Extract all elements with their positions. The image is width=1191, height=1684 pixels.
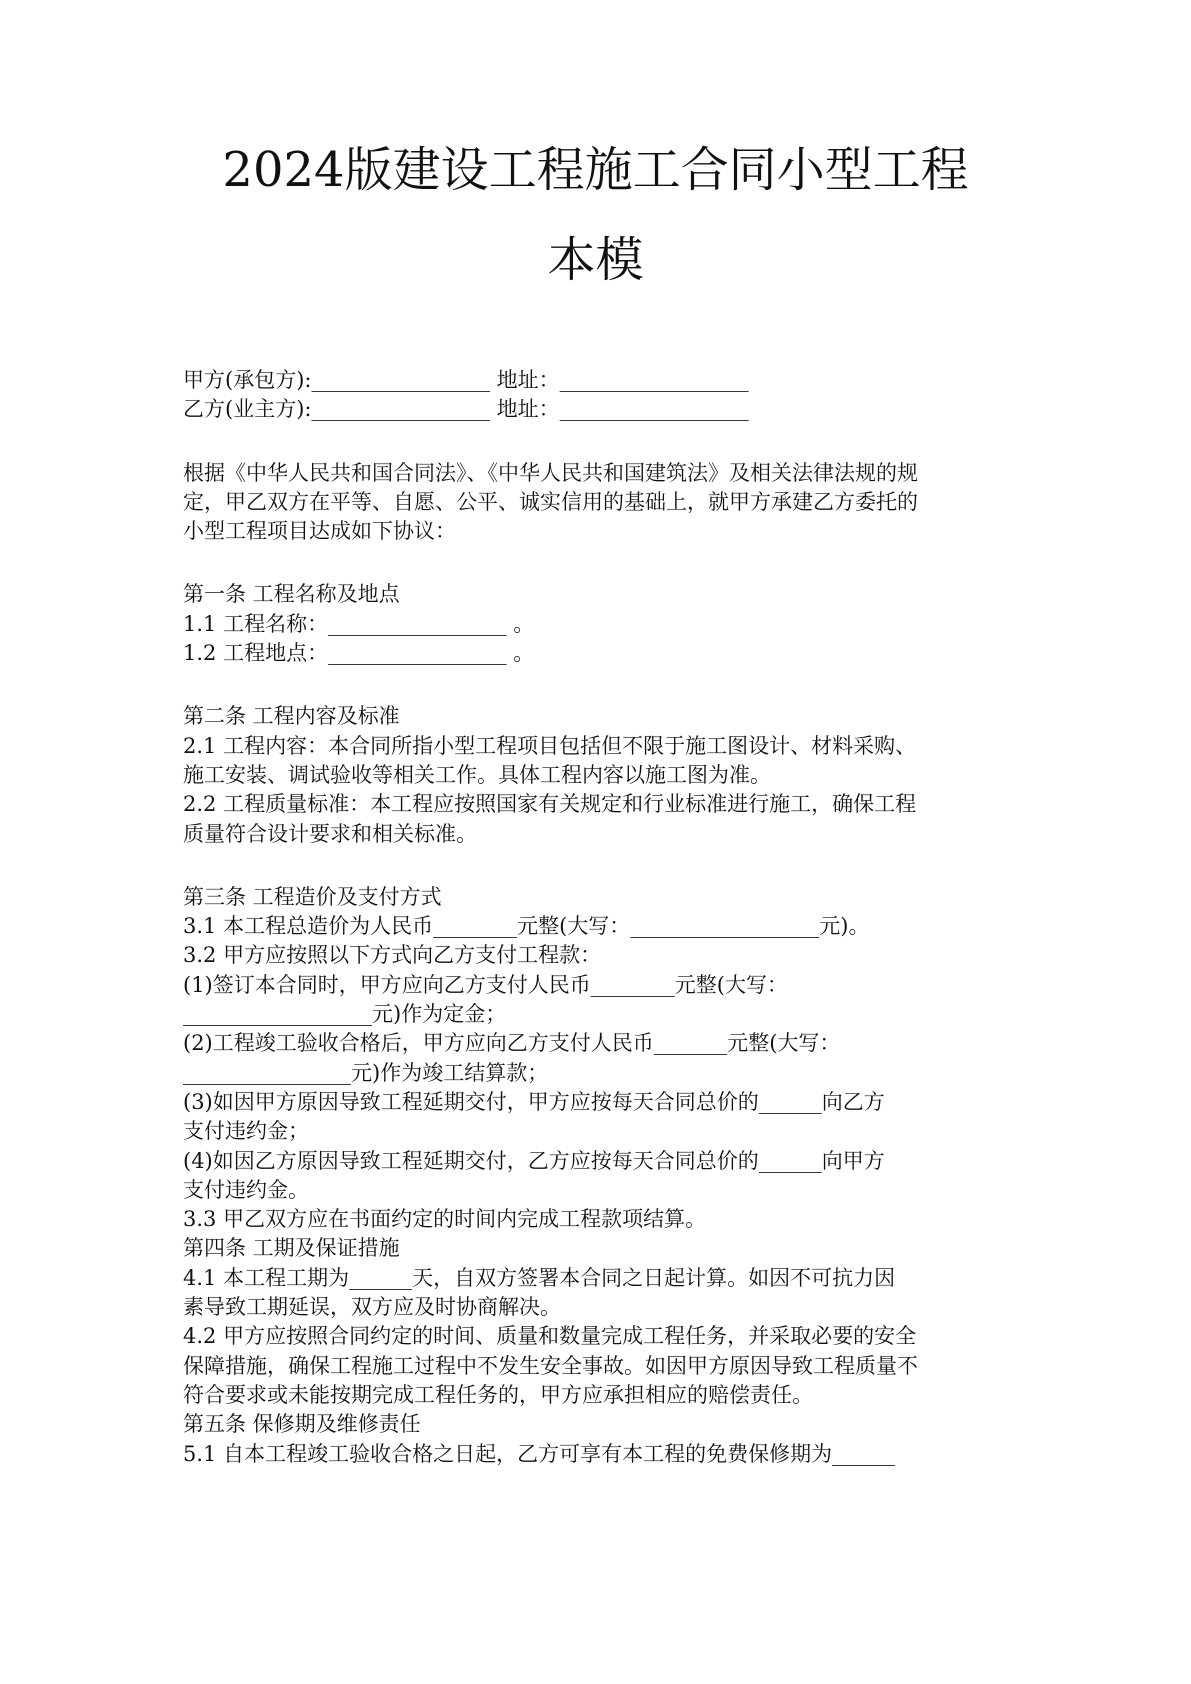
clause-line: 1.1 工程名称：_________________ 。 [183, 611, 535, 636]
clause-line: 4.2 甲方应按照合同约定的时间、质量和数量完成工程任务，并采取必要的安全 [183, 1324, 917, 1349]
clause-line: 质量符合设计要求和相关标准。 [183, 821, 477, 846]
clause-line: 3.1 本工程总造价为人民币________元整(大写：__________________元)。 [183, 914, 870, 939]
clause-line: (4)如因乙方原因导致工程延期交付，乙方应按每天合同总价的______向甲方 [183, 1148, 885, 1173]
intro-line: 定，甲乙双方在平等、自愿、公平、诚实信用的基础上，就甲方承建乙方委托的 [183, 489, 918, 514]
clause-line: 5.1 自本工程竣工验收合格之日起，乙方可享有本工程的免费保修期为______ [183, 1441, 896, 1466]
clause-line: 素导致工期延误，双方应及时协商解决。 [183, 1295, 561, 1320]
clause-line: (2)工程竣工验收合格后，甲方应向乙方支付人民币_______元整(大写： [183, 1031, 841, 1056]
intro-line: 小型工程项目达成如下协议： [183, 519, 456, 544]
clause-line: 3.3 甲乙双方应在书面约定的时间内完成工程款项结算。 [183, 1207, 707, 1232]
contract-body [183, 366, 1043, 1469]
clause-line: 2.2 工程质量标准：本工程应按照国家有关规定和行业标准进行施工，确保工程 [183, 792, 917, 817]
clause-line: ________________元)作为竣工结算款； [183, 1060, 549, 1085]
clause-line: 4.1 本工程工期为______天，自双方签署本合同之日起计算。如因不可抗力因 [183, 1265, 896, 1290]
clause-line: 符合要求或未能按期完成工程任务的，甲方应承担相应的赔偿责任。 [183, 1382, 813, 1407]
intro-line: 根据《中华人民共和国合同法》、《中华人民共和国建筑法》及相关法律法规的规 [183, 460, 918, 485]
party-a-line: 甲方(承包方):_________________ 地址：__________________ [183, 368, 749, 392]
clause-line: 3.2 甲方应按照以下方式向乙方支付工程款： [183, 943, 602, 968]
clause-line: 支付违约金； [183, 1119, 309, 1144]
article-5-heading: 第五条 保修期及维修责任 [183, 1412, 421, 1437]
party-b-line: 乙方(业主方):_________________ 地址：__________________ [183, 397, 749, 422]
clause-line: 支付违约金。 [183, 1177, 309, 1202]
clause-line: 2.1 工程内容：本合同所指小型工程项目包括但不限于施工图设计、材料采购、 [183, 733, 917, 758]
article-4-heading: 第四条 工期及保证措施 [183, 1236, 400, 1261]
clause-line: (1)签订本合同时，甲方应向乙方支付人民币________元整(大写： [183, 972, 788, 997]
clause-line: (3)如因甲方原因导致工程延期交付，甲方应按每天合同总价的______向乙方 [183, 1089, 885, 1114]
document-title-line-2: 本模 [547, 232, 644, 288]
clause-line: 保障措施，确保工程施工过程中不发生安全事故。如因甲方原因导致工程质量不 [183, 1353, 918, 1378]
article-1-heading: 第一条 工程名称及地点 [183, 582, 400, 607]
clause-line: 施工安装、调试验收等相关工作。具体工程内容以施工图为准。 [183, 762, 771, 787]
article-2-heading: 第二条 工程内容及标准 [183, 704, 400, 729]
clause-line: 1.2 工程地点：_________________ 。 [183, 641, 535, 666]
article-3-heading: 第三条 工程造价及支付方式 [183, 884, 442, 909]
clause-line: __________________元)作为定金； [183, 1002, 507, 1027]
document-title-line-1: 2024版建设工程施工合同小型工程 [222, 142, 969, 198]
